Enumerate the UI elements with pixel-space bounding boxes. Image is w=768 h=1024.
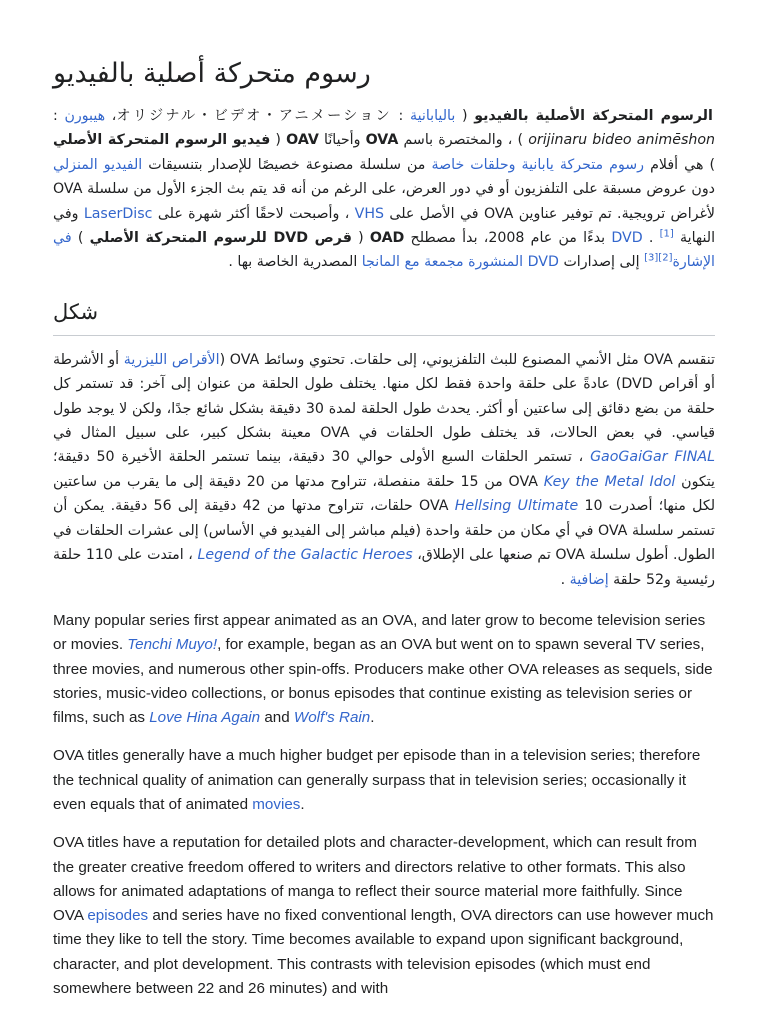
paragraph-text: , for example, began as an OVA but went on to spawn several TV series, three movies, and numerous other spin-offs. Producers make other OVA releases as sequels, side stories, music-video collections, or bonus episodes that continue existing as television series or films, such as xyxy=(53,636,713,727)
link-japanese[interactable]: باليابانية xyxy=(410,108,456,124)
lead-text: ، وأصبحت لاحقًا أكثر شهرة على xyxy=(152,205,355,222)
link-home-video[interactable]: الفيديو المنزلي xyxy=(53,156,143,173)
link-wolfs-rain[interactable]: Wolf's Rain xyxy=(293,709,371,727)
lead-text: : xyxy=(53,108,65,124)
paragraph-popular-series xyxy=(53,609,715,730)
lead-text: دون عروض مسبقة على التلفزيون أو في دور العرض، على الرغم من أنه قد يتم بث الجزء الأول من سلسلة OVA لأغراض ترويجية. تم توفير عناوين OVA في الأصل على xyxy=(53,181,715,222)
reference-2[interactable]: [2] xyxy=(658,252,673,264)
link-manga-bundle[interactable]: المنشورة مجمعة مع المانجا xyxy=(361,254,524,271)
oad-expansion: قرص DVD للرسوم المتحركة الأصلي xyxy=(89,230,352,247)
format-text: . xyxy=(560,571,570,588)
link-gaogaigar-final[interactable]: GaoGaiGar FINAL xyxy=(590,449,715,466)
lead-text: إلى إصدارات xyxy=(558,254,645,271)
paragraph-text: OVA titles generally have a much higher budget per episode than in a television series; therefore the technical quality of animation can generally surpass that in television series; occasionally it even equals that of animated xyxy=(53,747,701,813)
link-vhs[interactable]: VHS xyxy=(354,205,385,222)
lead-text: ) xyxy=(71,230,90,247)
link-dvd[interactable]: DVD xyxy=(611,230,643,247)
format-paragraph xyxy=(53,348,715,592)
lead-bold-term: الرسوم المتحركة الأصلية بالفيديو xyxy=(474,108,713,124)
link-extra-episodes[interactable]: إضافية xyxy=(569,571,609,588)
link-key-the-metal-idol[interactable]: Key the Metal Idol xyxy=(543,473,676,490)
link-love-hina-again[interactable]: Love Hina Again xyxy=(149,709,261,727)
paragraph-text: and series have no fixed conventional length, OVA directors can use however much time they like to tell the story. Time becomes available to expand upon significant background, character, and plot development. This contrasts with television episodes (which must end somewhere between 22 and 26 minutes) and with xyxy=(53,907,714,998)
link-laserdisc[interactable]: LaserDisc xyxy=(83,205,153,222)
lead-text: . xyxy=(642,230,660,247)
lead-text: ( xyxy=(455,108,475,124)
link-episodes[interactable]: episodes xyxy=(87,907,149,925)
link-legend-galactic-heroes[interactable]: Legend of the Galactic Heroes xyxy=(197,547,413,564)
lead-text: ( xyxy=(270,132,287,149)
link-hellsing-ultimate[interactable]: Hellsing Ultimate xyxy=(454,498,579,515)
ova-expansion: فيديو الرسوم المتحركة الأصلي xyxy=(53,132,271,149)
lead-text: بدءًا من عام 2008، بدأ مصطلح xyxy=(404,230,612,247)
lead-text: ) ، والمختصرة باسم xyxy=(398,132,529,149)
lead-text: المصدرية الخاصة بها . xyxy=(228,254,362,271)
oad-abbr: OAD xyxy=(369,230,405,247)
format-text: أو الأشرطة أو أقراص DVD) عادةً على حلقة واحدة فقط لكل منها. يختلف طول الحلقة من عنوان إلى آخر: قد تستمر كل حلقة من بضع دقائق إلى ساعتين أو أكثر. يحدث طول الحلقة لمدة 30 دقيقة بشكل شائع جدًا، ولكن لا يوجد طول قياسي. في بعض الحالات، قد يختلف طول الحلقات في OVA معينة بشكل كبير، على سبيل المثال في xyxy=(53,351,716,442)
link-hepburn[interactable]: هيبورن xyxy=(64,108,106,124)
romaji-text: orijinaru bideo animēshon xyxy=(528,132,716,149)
link-laserdiscs[interactable]: الأقراص الليزرية xyxy=(123,351,220,368)
paragraph-text: and xyxy=(260,709,294,727)
paragraph-text: . xyxy=(370,709,375,727)
link-reference[interactable]: في الإشارة xyxy=(53,230,715,271)
lead-text: ( xyxy=(351,230,370,247)
section-heading-format: شكل xyxy=(53,295,715,336)
format-text: ، تستمر الحلقات السبع الأولى حوالي 30 دقيقة، بينما تستمر الحلقة الأخيرة 50 دقيقة؛ يتكون OVA xyxy=(53,449,715,490)
paragraph-text: OVA titles have a reputation for detailed plots and character-development, which can result from the greater creative freedom offered to writers and directors relative to other formats. This also allows for animated adaptations of manga to reflect their source material more faithfully. Since OVA xyxy=(53,834,697,925)
reference-3[interactable]: [3] xyxy=(644,252,659,264)
link-tenchi-muyo[interactable]: Tenchi Muyo! xyxy=(127,636,218,654)
lead-paragraph xyxy=(53,104,715,275)
link-movies[interactable]: movies xyxy=(252,795,301,813)
article-title: رسوم متحركة أصلية بالفيديو xyxy=(53,58,371,89)
lead-text: وأحيانًا xyxy=(318,132,366,149)
format-text: 10 حلقات، تتراوح مدتها من 42 دقيقة إلى 56 دقيقة. يمكن أن تستمر سلسلة OVA في أي مكان من حلقة واحدة (فيلم مباشر إلى الفيديو في الأساس) إلى عشرات الحلقات في الطول. أطول سلسلة OVA تم صنعها على الإطلاق، xyxy=(53,498,716,564)
format-text: تنقسم OVA مثل الأنمي المصنوع للبث التلفزيوني، إلى حلقات. تحتوي وسائط OVA ( xyxy=(219,351,716,368)
lead-text: ) هي أفلام xyxy=(644,156,716,173)
lead-text: من سلسلة مصنوعة خصيصًا للإصدار بتنسيقات xyxy=(142,156,432,173)
ova-abbr: OVA xyxy=(365,132,399,149)
oav-abbr: OAV xyxy=(286,132,319,149)
paragraph-text: . xyxy=(300,795,305,813)
reference-1[interactable]: [1] xyxy=(659,228,674,240)
lead-text: : オリジナル・ビデオ・アニメーション، xyxy=(105,108,410,124)
paragraph-budget xyxy=(53,744,715,817)
paragraph-text: Many popular series first appear animated as an OVA, and later grow to become television series or movies. xyxy=(53,611,706,654)
paragraph-reputation xyxy=(53,831,715,1001)
link-anime-series[interactable]: رسوم متحركة يابانية وحلقات خاصة xyxy=(431,156,645,173)
link-dvd-releases[interactable]: DVD xyxy=(527,254,559,271)
format-text: ، امتدت على 110 حلقة رئيسية و52 حلقة xyxy=(53,547,715,588)
lead-text: وفي النهاية xyxy=(53,205,716,247)
format-text: من 15 حلقة منفصلة، تتراوح مدتها من 20 دقيقة إلى ما يقرب من ساعتين لكل منها؛ أصدرت OVA xyxy=(53,473,716,515)
